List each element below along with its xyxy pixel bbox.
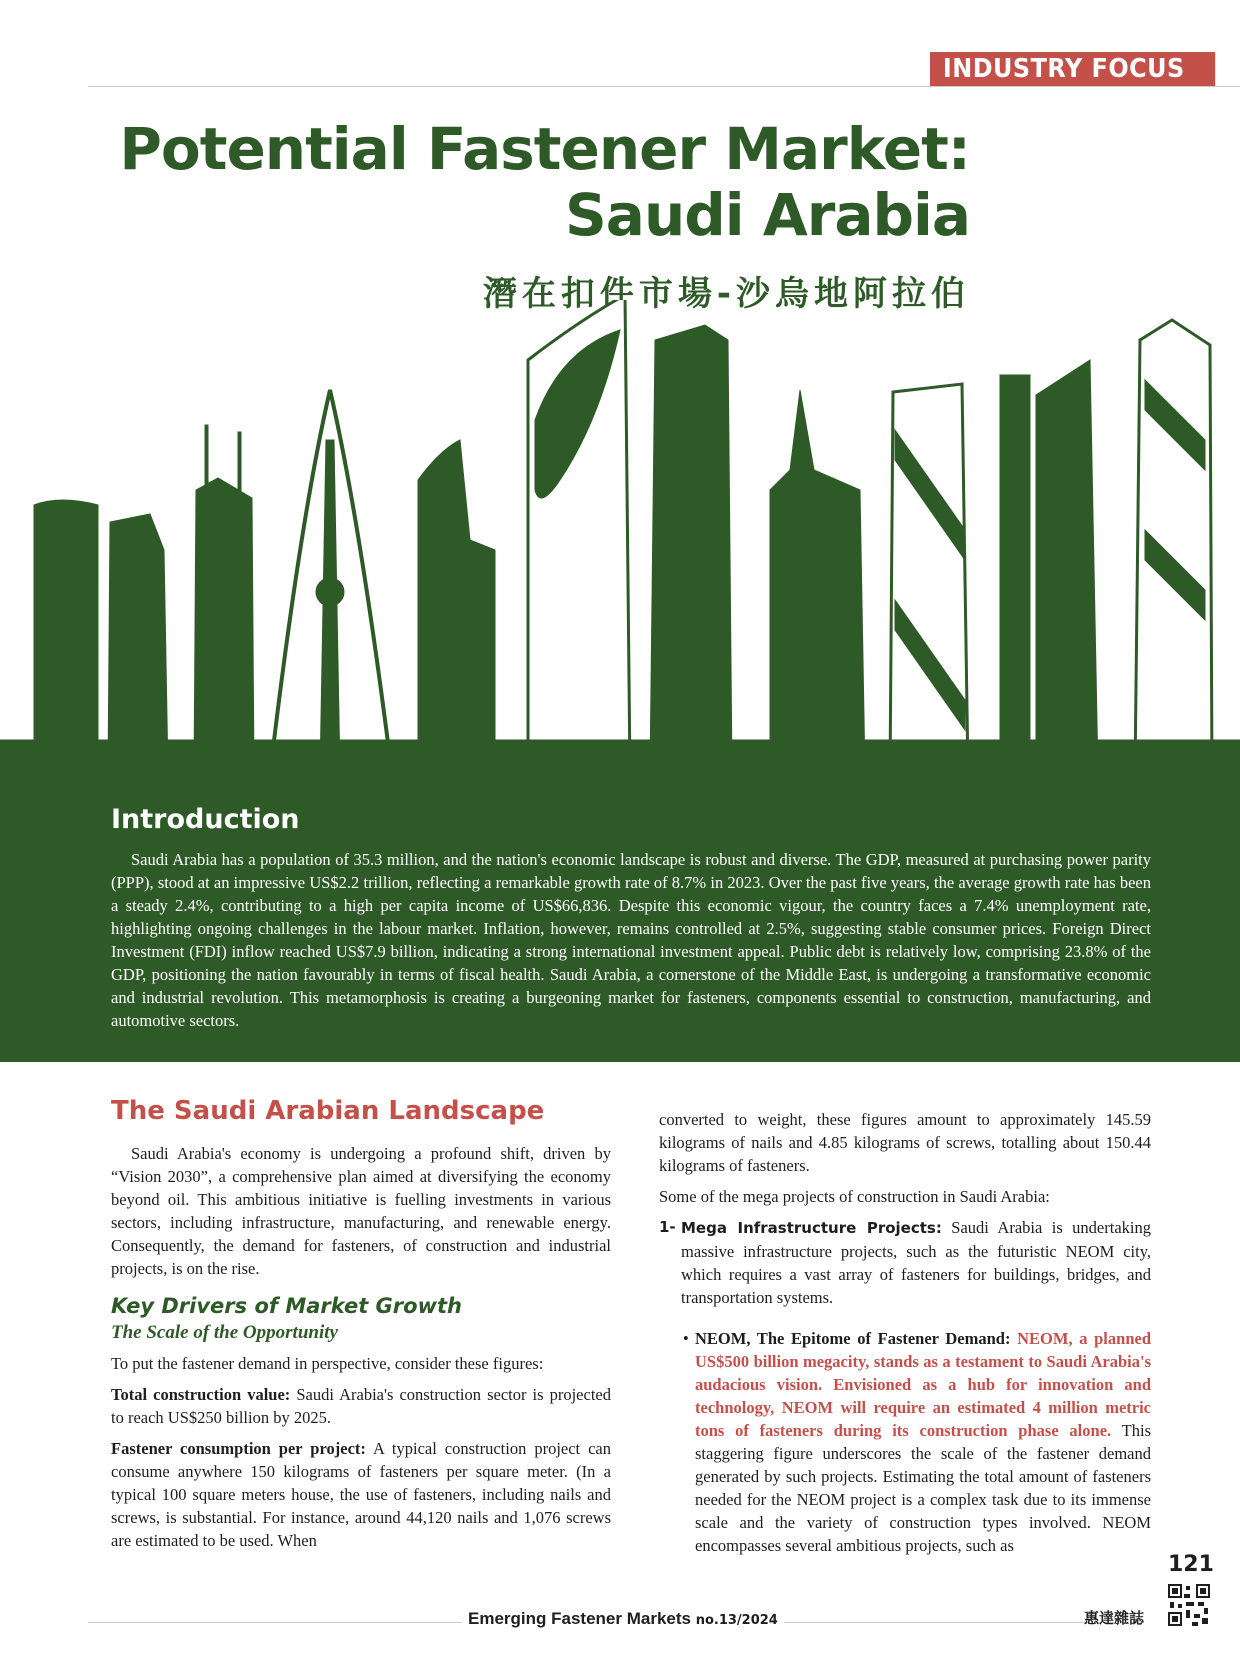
introduction-text: Saudi Arabia has a population of 35.3 million, and the nation's economic landscape is robust and diverse. The GDP, measured at purchasing power parity (PPP), stood at an impressive US$2.2 trillion, reflecting a remarkable growth rate of 8.7% in 2023. Over the past five years, the average growth rate has been a steady 2.4%, contributing to a high per capita income of US$66,836. Despite this economic vigour, the country faces a 7.4% unemployment rate, highlighting ongoing challenges in the labour market. Inflation, however, remains controlled at 2.5%, suggesting stable consumer prices. Foreign Direct Investment (FDI) inflow reached US$7.9 billion, indicating a strong international investment appeal. Public debt is relatively low, comprising 23.8% of the GDP, positioning the nation favourably in terms of fiscal health. Saudi Arabia, a cornerstone of the Middle East, is undergoing a transformative economic and industrial revolution. This metamorphosis is creating a burgeoning market for fasteners, components essential to construction, manufacturing, and automotive sectors.	[111, 850, 1151, 1030]
title-line-2: Saudi Arabia	[565, 181, 970, 249]
perspective-paragraph: To put the fastener demand in perspective, consider these figures:	[111, 1354, 544, 1373]
landscape-heading: The Saudi Arabian Landscape	[111, 1096, 545, 1126]
qr-code-icon	[1168, 1584, 1210, 1626]
list-item	[659, 1216, 1151, 1309]
issue-number: no.13/2024	[695, 1613, 778, 1628]
bullet-icon: •	[683, 1329, 689, 1348]
chinese-subtitle: 潛在扣件市場-沙烏地阿拉伯	[482, 274, 970, 314]
skyline-illustration	[0, 300, 1240, 774]
magazine-name: Emerging Fastener Markets	[468, 1609, 691, 1628]
landscape-paragraph: Saudi Arabia's economy is undergoing a profound shift, driven by “Vision 2030”, a comprehensive plan aimed at diversifying the economy beyond oil. This ambitious initiative is fuelling investments in various sectors, including infrastructure, manufacturing, and renewable energy. Consequently, the demand for fasteners, of construction and industrial projects, is on the rise.	[111, 1144, 611, 1278]
list-lead: Mega Infrastructure Projects:	[681, 1219, 942, 1237]
key-drivers-heading: Key Drivers of Market Growth	[111, 1294, 462, 1318]
footer-magazine	[462, 1609, 784, 1629]
introduction-heading: Introduction	[111, 804, 300, 835]
right-column	[659, 1108, 1151, 1557]
consumption-text: A typical construction project can consume anywhere 150 kilograms of fasteners per square meter. (In a typical 100 square meters house, the use of fasteners, including nails and screws, is substantial. For instance, around 44,120 nails and 1,076 screws are estimated to be used. When	[111, 1439, 611, 1550]
neom-text: This staggering figure underscores the scale of the fastener demand generated by such projects. Estimating the total amount of fasteners needed for the NEOM project is a complex task due to its immense scale and the variety of construction types involved. NEOM encompasses several ambitious projects, such as	[695, 1421, 1151, 1555]
mega-projects-intro: Some of the mega projects of construction in Saudi Arabia:	[659, 1187, 1050, 1206]
scale-heading: The Scale of the Opportunity	[111, 1322, 338, 1343]
left-column	[111, 1096, 611, 1560]
page-number: 121	[1168, 1552, 1214, 1577]
header-rule	[88, 86, 1240, 87]
construction-value-paragraph	[111, 1383, 611, 1429]
publisher-name: 惠達雜誌	[1084, 1609, 1145, 1627]
construction-value-lead: Total construction value:	[111, 1385, 291, 1404]
title-line-1: Potential Fastener Market:	[119, 115, 970, 183]
neom-highlight: NEOM, a planned US$500 billion megacity, stands as a testament to Saudi Arabia's audacious vision. Envisioned as a hub for innovation and technology, NEOM will require an estimated 4 million metric tons of fasteners during its construction phase alone.	[695, 1329, 1151, 1440]
neom-lead: NEOM, The Epitome of Fastener Demand:	[695, 1329, 1011, 1348]
article-title	[119, 116, 970, 248]
consumption-lead: Fastener consumption per project:	[111, 1439, 366, 1458]
list-text: Saudi Arabia is undertaking massive infrastructure projects, such as the futuristic NEOM city, which requires a vast array of fasteners for buildings, bridges, and transportation systems.	[681, 1218, 1151, 1307]
consumption-paragraph	[111, 1437, 611, 1552]
neom-bullet	[683, 1327, 1151, 1557]
weight-paragraph: converted to weight, these figures amount to approximately 145.59 kilograms of nails and 4.85 kilograms of screws, totalling about 150.44 kilograms of fasteners.	[659, 1110, 1151, 1175]
construction-value-text: Saudi Arabia's construction sector is projected to reach US$250 billion by 2025.	[111, 1385, 611, 1427]
section-tag: INDUSTRY FOCUS	[930, 52, 1215, 86]
list-number: 1-	[659, 1218, 676, 1236]
